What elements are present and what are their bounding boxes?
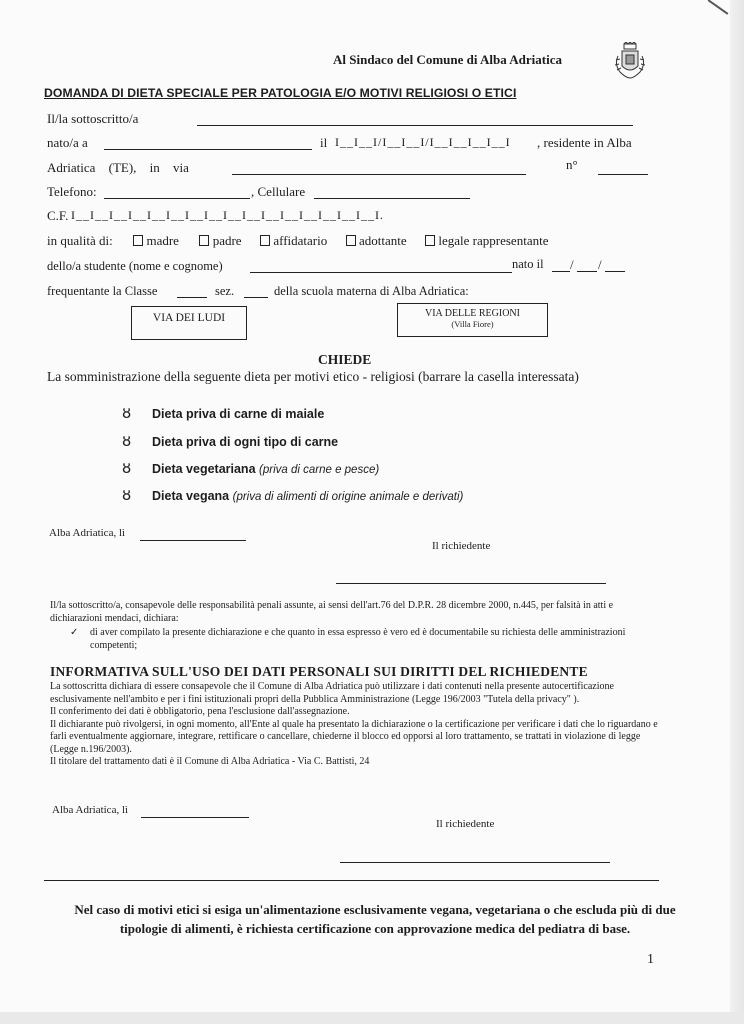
student-born-label: nato il	[512, 257, 544, 271]
resident-label: , residente in Alba	[537, 135, 632, 150]
checkbox-padre[interactable]	[199, 235, 209, 246]
student-birth-month-field[interactable]	[577, 270, 597, 272]
birthdate-on-label: il	[320, 135, 328, 150]
student-label: dello/a studente (nome e cognome)	[47, 259, 223, 273]
checkbox-legale[interactable]	[425, 235, 435, 246]
signature1-date-field[interactable]	[140, 539, 246, 541]
diet-checkmark-icon: ȣ	[122, 459, 132, 477]
street-field[interactable]	[232, 173, 526, 175]
street-number-label: n°	[566, 157, 578, 172]
diet-note: (priva di alimenti di origine animale e derivati)	[232, 491, 464, 503]
signature1-place-label: Alba Adriatica, lì	[49, 527, 126, 539]
privacy-title: INFORMATIVA SULL'USO DEI DATI PERSONALI SUI DIRITTI DEL RICHIEDENTE	[50, 664, 588, 679]
capacity-option-madre: madre	[146, 233, 179, 248]
class-field[interactable]	[177, 296, 207, 298]
declaration-text: Il/la sottoscritto/a, consapevole delle responsabilità penali assunte, ai sensi dell'art.76 del D.P.R. 28 dicembre 2000, n.445, per falsità in atti e dichiarazioni mendaci, dichiara:	[50, 600, 614, 624]
scan-edge-bottom	[0, 1012, 744, 1024]
capacity-option-padre: padre	[212, 233, 242, 248]
diet-label: Dieta priva di carne di maiale	[152, 407, 325, 421]
scan-edge-right	[730, 0, 744, 1024]
capacity-option-adottante: adottante	[358, 233, 407, 248]
diet-option-vegetarian[interactable]	[122, 459, 379, 477]
birthdate-boxes[interactable]: I__I__I/I__I__I/I__I__I__I__I	[335, 135, 511, 149]
school-option-via-delle-regioni[interactable]	[397, 303, 548, 337]
date-sep-1: /	[570, 257, 574, 272]
phone-label: Telefono:	[47, 184, 97, 199]
signature2-field[interactable]	[340, 861, 610, 863]
birthplace-field[interactable]	[104, 148, 312, 150]
signature2-place-label: Alba Adriatica, lì	[52, 804, 129, 816]
date-sep-2: /	[598, 257, 602, 272]
class-label: frequentante la Classe	[47, 284, 158, 298]
student-birth-day-field[interactable]	[552, 270, 570, 272]
privacy-paragraph: La sottoscritta dichiara di essere consapevole che il Comune di Alba Adriatica può utilizzare i dati contenuti nella presente autocertificazione esclusivamente nell'ambito e per i fini istituzionali propri della Pubblica Amministrazione (Legge 196/2003 "Tutela della privacy" ).	[50, 681, 614, 705]
capacity-row	[47, 233, 548, 249]
school-option-via-dei-ludi[interactable]	[131, 306, 247, 340]
privacy-paragraph: Il conferimento dei dati è obbligatorio, pena l'esclusione dall'assegnazione.	[50, 706, 350, 717]
mobile-label: , Cellulare	[251, 184, 306, 199]
undersigned-name-field[interactable]	[197, 124, 633, 126]
checkbox-adottante[interactable]	[346, 235, 356, 246]
footer-note: Nel caso di motivi etici si esiga un'alimentazione esclusivamente vegana, vegetariana o che escluda più di due tipologie di alimenti, è richiesta certificazione con approvazione medica del pediatra di base.	[74, 902, 676, 936]
street-number-field[interactable]	[598, 173, 648, 175]
addressee: Al Sindaco del Comune di Alba Adriatica	[333, 52, 562, 67]
mobile-field[interactable]	[314, 197, 470, 199]
diet-checkmark-icon: ȣ	[122, 404, 132, 422]
city-street-label: Adriatica (TE), in via	[47, 160, 189, 175]
diet-option-no-meat[interactable]	[122, 432, 338, 450]
declaration-item-text: di aver compilato la presente dichiarazione e che quanto in essa espresso è vero ed è documentabile su richiesta delle amministrazioni competenti;	[90, 627, 626, 651]
diet-label: Dieta vegana	[152, 489, 230, 503]
checkbox-affidatario[interactable]	[260, 235, 270, 246]
privacy-body	[50, 681, 658, 769]
declaration-item	[70, 627, 658, 652]
signature1-field[interactable]	[336, 582, 606, 584]
school-label: della scuola materna di Alba Adriatica:	[274, 284, 469, 298]
fiscal-code-boxes[interactable]: I__I__I__I__I__I__I__I__I__I__I__I__I__I__I__I__I.	[71, 208, 384, 222]
footer-divider	[44, 880, 659, 881]
diet-note: (priva di carne e pesce)	[259, 464, 380, 476]
privacy-paragraph: Il dichiarante può rivolgersi, in ogni momento, all'Ente al quale ha presentato la dichiarazione o la certificazione per verificare i dati che lo riguardano e farli eventualmente aggiornare, integrare, rettificare o cancellare, chiederne il blocco ed opporsi al loro trattamento, se trattati in violazione di legge (Legge n.196/2003).	[50, 718, 658, 755]
diet-option-vegan[interactable]	[122, 486, 463, 504]
student-name-field[interactable]	[250, 271, 512, 273]
school-option-sub: (Villa Fiore)	[451, 319, 494, 329]
section-label: sez.	[215, 284, 235, 298]
check-icon: ✓	[70, 627, 79, 638]
capacity-label: in qualità di:	[47, 233, 113, 248]
born-label: nato/a a	[47, 135, 88, 150]
diet-label: Dieta vegetariana	[152, 462, 256, 476]
fiscal-code-label: C.F.	[47, 208, 69, 223]
privacy-paragraph: Il titolare del trattamento dati è il Comune di Alba Adriatica - Via C. Battisti, 24	[50, 756, 370, 767]
school-option-name: VIA DEI LUDI	[152, 312, 226, 324]
diet-option-no-pork[interactable]	[122, 404, 324, 422]
page-number: 1	[647, 952, 654, 967]
section-field[interactable]	[244, 296, 268, 298]
municipal-crest-icon	[612, 42, 648, 82]
signature1-signer-label: Il richiedente	[432, 540, 491, 552]
signature2-date-field[interactable]	[141, 816, 249, 818]
request-text: La somministrazione della seguente dieta per motivi etico - religiosi (barrare la casella interessata)	[47, 369, 579, 384]
request-heading: CHIEDE	[318, 352, 372, 367]
checkbox-madre[interactable]	[133, 235, 143, 246]
diet-checkmark-icon: ȣ	[122, 486, 132, 504]
form-title: DOMANDA DI DIETA SPECIALE PER PATOLOGIA E/O MOTIVI RELIGIOSI O ETICI	[44, 86, 517, 100]
school-option-name: VIA DELLE REGIONI	[425, 308, 520, 319]
student-birth-year-field[interactable]	[605, 270, 625, 272]
folded-corner	[708, 0, 729, 15]
capacity-option-legale: legale rappresentante	[438, 233, 549, 248]
diet-label: Dieta priva di ogni tipo di carne	[152, 435, 339, 449]
diet-checkmark-icon: ȣ	[122, 432, 132, 450]
capacity-option-affidatario: affidatario	[273, 233, 328, 248]
undersigned-label: Il/la sottoscritto/a	[47, 111, 139, 126]
signature2-signer-label: Il richiedente	[436, 818, 495, 830]
phone-field[interactable]	[104, 197, 250, 199]
